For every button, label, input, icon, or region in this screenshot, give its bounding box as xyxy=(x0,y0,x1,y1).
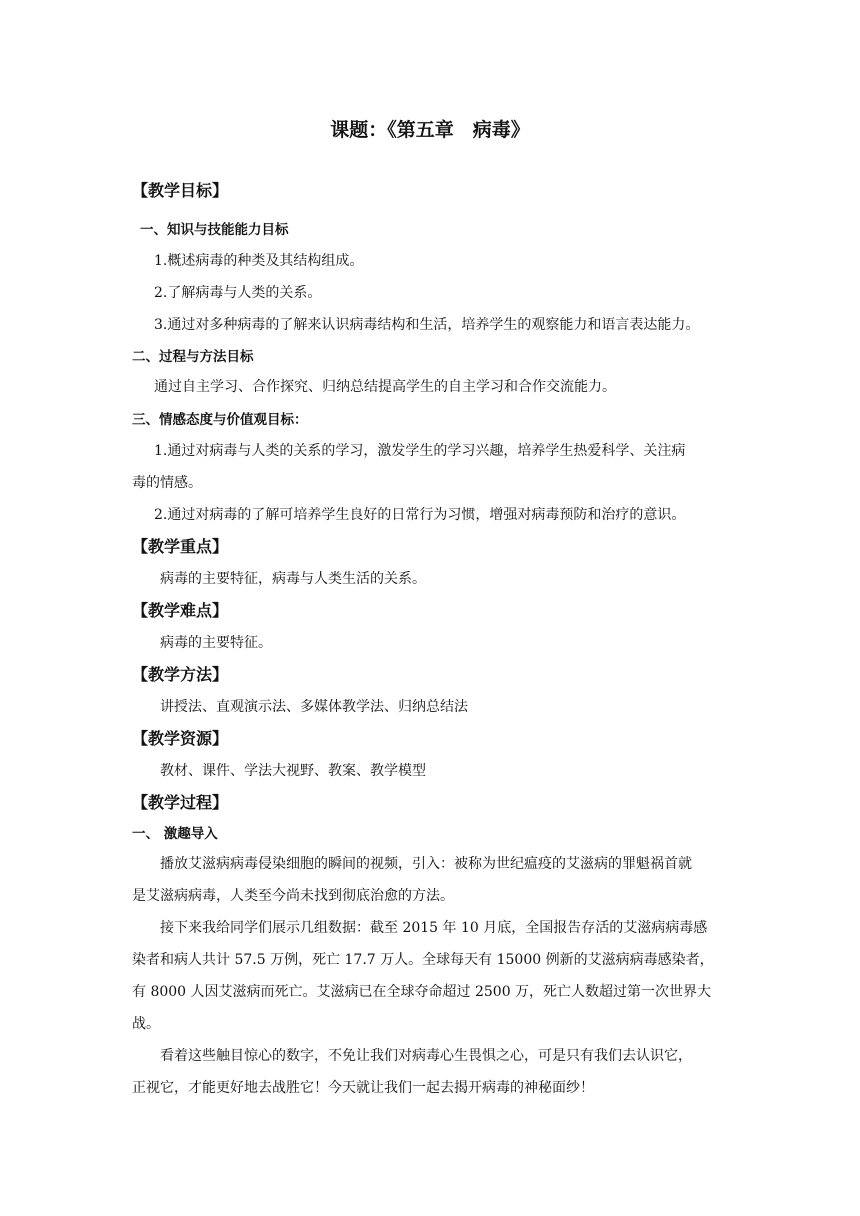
key-points-heading: 【教学重点】 xyxy=(132,537,229,556)
difficulties-heading: 【教学难点】 xyxy=(132,601,229,620)
knowledge-item-1: 1.概述病毒的种类及其结构组成。 xyxy=(154,253,364,269)
objectives-heading: 【教学目标】 xyxy=(132,181,229,200)
resources-heading: 【教学资源】 xyxy=(132,729,229,748)
page-title: 课题：《第五章 病毒》 xyxy=(330,119,530,141)
methods-heading: 【教学方法】 xyxy=(132,665,229,684)
para-1-line-2: 是艾滋病病毒，人类至今尚未找到彻底治愈的方法。 xyxy=(132,888,454,904)
resources-text: 教材、课件、学法大视野、教案、教学模型 xyxy=(160,763,426,779)
intro-heading: 一、 激趣导入 xyxy=(132,826,218,842)
knowledge-item-2: 2.了解病毒与人类的关系。 xyxy=(154,285,322,301)
process-goal-heading: 二、过程与方法目标 xyxy=(132,349,254,365)
emotion-item-1-line-1: 1.通过对病毒与人类的关系的学习，激发学生的学习兴趣，培养学生热爱科学、关注病 xyxy=(154,443,686,459)
para-2-line-3: 有 8000 人因艾滋病而死亡。艾滋病已在全球夺命超过 2500 万，死亡人数超过第一次世界大 xyxy=(132,984,712,1000)
para-2-line-1: 接下来我给同学们展示几组数据：截至 2015 年 10 月底，全国报告存活的艾滋病病毒感 xyxy=(160,920,708,936)
key-points-text: 病毒的主要特征，病毒与人类生活的关系。 xyxy=(160,571,426,587)
knowledge-heading: 一、知识与技能能力目标 xyxy=(140,222,289,238)
methods-text: 讲授法、直观演示法、多媒体教学法、归纳总结法 xyxy=(160,699,468,715)
teaching-process-heading: 【教学过程】 xyxy=(132,793,229,812)
process-goal-text: 通过自主学习、合作探究、归纳总结提高学生的自主学习和合作交流能力。 xyxy=(154,379,616,395)
para-1-line-1: 播放艾滋病病毒侵染细胞的瞬间的视频，引入：被称为世纪瘟疫的艾滋病的罪魁祸首就 xyxy=(160,856,692,872)
para-2-line-2: 染者和病人共计 57.5 万例，死亡 17.7 万人。全球每天有 15000 例新的艾滋病病毒感染者， xyxy=(132,952,714,968)
knowledge-item-3: 3.通过对多种病毒的了解来认识病毒结构和生活，培养学生的观察能力和语言表达能力。 xyxy=(154,317,700,333)
difficulties-text: 病毒的主要特征。 xyxy=(160,635,272,651)
emotion-goal-heading: 三、情感态度与价值观目标： xyxy=(132,412,308,428)
para-3-line-1: 看着这些触目惊心的数字，不免让我们对病毒心生畏惧之心，可是只有我们去认识它， xyxy=(160,1048,692,1064)
para-3-line-2: 正视它，才能更好地去战胜它！今天就让我们一起去揭开病毒的神秘面纱！ xyxy=(132,1080,594,1096)
emotion-item-1-line-2: 毒的情感。 xyxy=(132,475,202,491)
emotion-item-2: 2.通过对病毒的了解可培养学生良好的日常行为习惯，增强对病毒预防和治疗的意识。 xyxy=(154,507,686,523)
para-2-line-4: 战。 xyxy=(132,1016,160,1032)
